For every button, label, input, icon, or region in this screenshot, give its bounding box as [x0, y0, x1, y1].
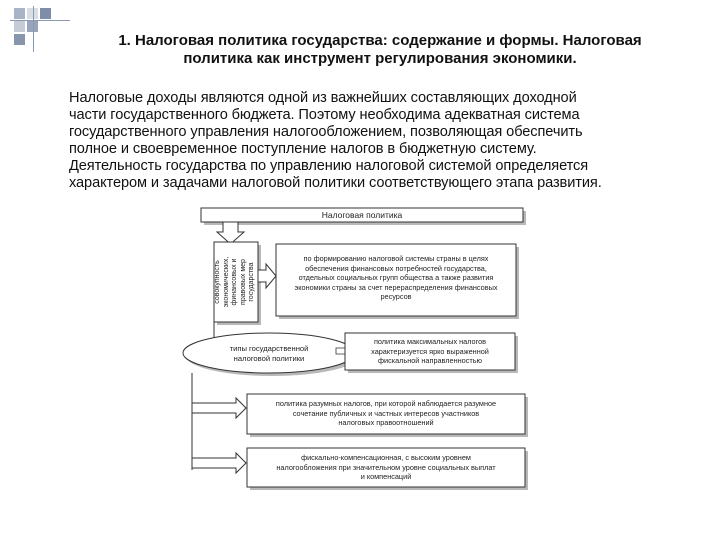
- definition-line: ресурсов: [380, 292, 412, 302]
- paragraph-line: государственного управления налогообложением, позволяющая обеспечить: [69, 124, 583, 140]
- definition-line: по формированию налоговой системы страны в целях: [303, 254, 489, 263]
- type1-text: [345, 337, 515, 366]
- types-label-line: типы государственной: [229, 344, 309, 353]
- paragraph-line: Налоговые доходы являются одной из важнейших составляющих доходной: [69, 90, 577, 106]
- slide-title-line: 1. Налоговая политика государства: содержание и формы. Налоговая: [118, 32, 642, 49]
- types-label: [200, 344, 338, 364]
- type1-line: политика максимальных налогов: [373, 337, 487, 346]
- definition-text: [276, 254, 516, 302]
- type2-line: налоговых правоотношений: [338, 418, 434, 428]
- type3-arrow-icon: [192, 453, 246, 473]
- type3-line: фискально-компенсационная, с высоким уровнем: [301, 453, 471, 462]
- paragraph-line: части государственного бюджета. Поэтому необходима адекватная система: [69, 107, 580, 123]
- type2-text: [247, 399, 525, 428]
- type1-line: фискальной направленностью: [378, 356, 482, 366]
- down-arrow-icon: [217, 222, 244, 244]
- vertical-label-line: финансовых и: [231, 258, 239, 306]
- type2-arrow-icon: [192, 398, 246, 418]
- type3-line: налогообложения при значительном уровне социальных выплат: [276, 462, 496, 472]
- vertical-label-line: государства: [248, 262, 256, 302]
- vertical-label-line: совокупность: [214, 260, 221, 304]
- banner-label: Налоговая политика: [321, 210, 403, 220]
- vertical-label-line: экономических,: [222, 256, 230, 308]
- definition-line: обеспечения финансовых потребностей государства,: [305, 263, 487, 273]
- definition-line: экономики страны за счет перераспределения финансовых: [294, 282, 498, 292]
- paragraph-line: полное и своевременное поступление налогов в бюджетную систему.: [69, 141, 537, 157]
- paragraph-line: характером и задачами налоговой политики соответствующего этапа развития.: [69, 175, 602, 191]
- types-label-line: налоговой политики: [233, 354, 305, 363]
- paragraph-line: Деятельность государства по управлению налоговой системой определяется: [69, 158, 589, 174]
- type2-line: сочетание публичных и частных интересов участников: [292, 408, 480, 418]
- vertical-label: [214, 242, 258, 322]
- slide-title-line: политика как инструмент регулирования экономики.: [183, 50, 577, 67]
- vertical-label-line: правовых мер: [239, 259, 247, 305]
- type3-line: и компенсаций: [360, 472, 412, 482]
- type3-text: [247, 453, 525, 482]
- type1-line: характеризуется ярко выраженной: [371, 346, 489, 356]
- type2-line: политика разумных налогов, при которой наблюдается разумное: [275, 399, 497, 408]
- definition-line: отдельных социальных групп общества а также развития: [298, 273, 494, 283]
